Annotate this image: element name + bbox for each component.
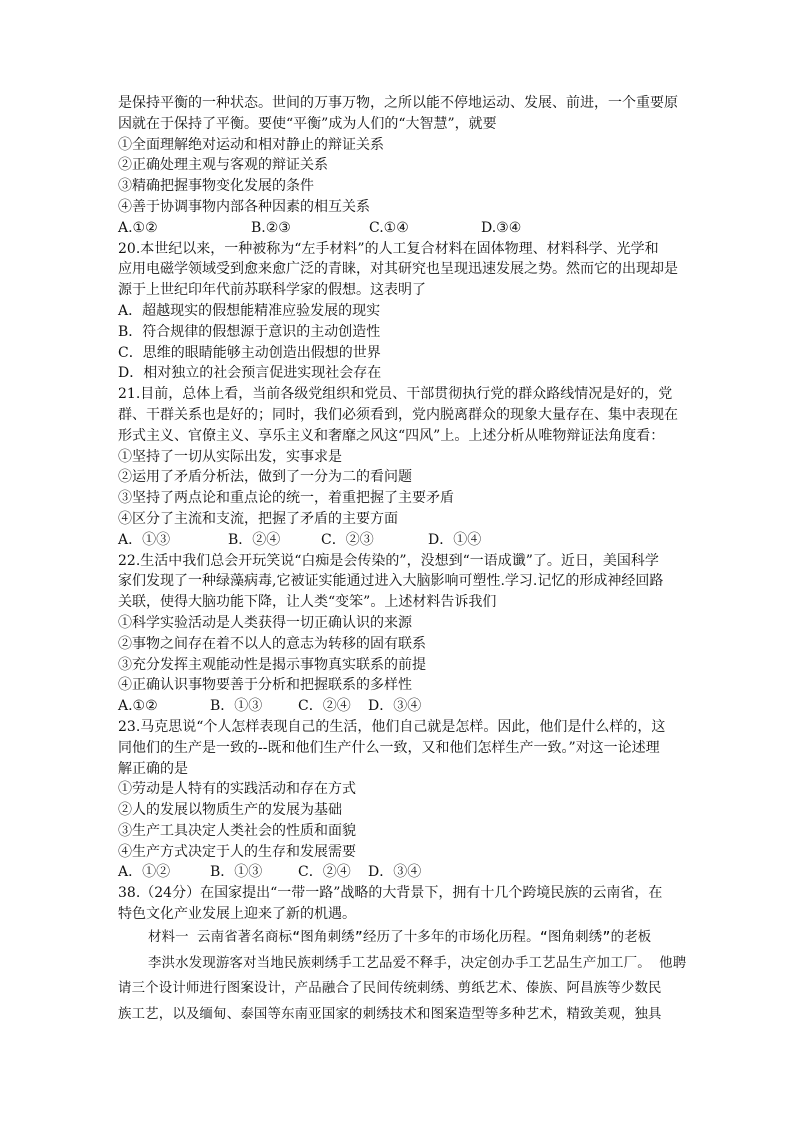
option-a: A.①② [118,219,158,236]
option-b: B．①③ [210,864,263,881]
statement-item: ④区分了主流和支流，把握了矛盾的主要方面 [118,510,398,527]
question-23-stem: 23.马克思说“个人怎样表现自己的生活，他们自己就是怎样。因此，他们是什么样的，这 [118,718,666,735]
statement-item: ③充分发挥主观能动性是揭示事物真实联系的前提 [118,656,426,673]
statement-item: ②事物之间存在着不以人的意志为转移的固有联系 [118,635,426,652]
question-22-stem: 关联，使得大脑功能下降，让人类“变笨”。上述材料告诉我们 [118,594,497,611]
question-20-stem: 20.本世纪以来，一种被称为“左手材料”的人工复合材料在固体物理、材料科学、光学和 [118,240,659,257]
option-d: D.③④ [481,219,522,236]
option-c: C．思维的眼睛能够主动创造出假想的世界 [118,344,381,361]
option-b: B．符合规律的假想源于意识的主动创造性 [118,323,381,340]
question-20-stem: 应用电磁学领域受到愈来愈广泛的青睐，对其研究也呈现迅速发展之势。然而它的出现却是 [118,261,678,278]
option-a: A．①③ [118,531,171,548]
question-21-stem: 群、干群关系也是好的；同时，我们必须看到，党内脱离群众的现象大量存在、集中表现在 [118,406,678,423]
option-b: B．①③ [210,698,263,715]
option-b: B．②④ [228,531,281,548]
statement-item: ①科学实验活动是人类获得一切正确认识的来源 [118,614,412,631]
statement-item: ③坚持了两点论和重点论的统一，着重把握了主要矛盾 [118,490,454,507]
question-21-stem: 形式主义、官僚主义、享乐主义和奢靡之风这“四风”上。上述分析从唯物辩证法角度看： [118,427,665,444]
answer-options [118,218,678,239]
question-22-stem: 22.生活中我们总会开玩笑说“白痴是会传染的”，没想到“一语成谶”了。近日，美国科学 [118,552,659,569]
answer-options [118,530,678,551]
material-line: 材料一 云南省著名商标“图角刺绣”经历了十多年的市场化历程。“图角刺绣”的老板 [148,930,652,945]
question-23-stem: 同他们的生产是一致的--既和他们生产什么一致，又和他们怎样生产一致。”对这一论述理 [118,739,660,756]
question-38-stem: 38.（24分）在国家提出“一带一路”战略的大背景下，拥有十几个跨境民族的云南省，在 [118,885,663,902]
option-c: C.①④ [369,219,409,236]
question-20-stem: 源于上世纪印年代前苏联科学家的假想。这表明了 [118,282,426,299]
material-line: 李洪水发现游客对当地民族刺绣手工艺品爱不释手，决定创办手工艺品生产加工厂。 他聘 [148,955,687,971]
statement-item: ④生产方式决定于人的生存和发展需要 [118,843,356,860]
question-23-stem: 解正确的是 [118,760,188,777]
intro-line: 因就在于保持了平衡。要使“平衡”成为人们的“大智慧”，就要 [118,115,497,132]
material-line: 族工艺，以及缅甸、泰国等东南亚国家的刺绣技术和图案造型等多种艺术，精致美观，独具 [118,1006,662,1022]
option-d: D．①④ [428,531,482,548]
option-a: A．①② [118,864,171,881]
statement-item: ④正确认识事物要善于分析和把握联系的多样性 [118,677,412,694]
option-b: B.②③ [251,219,291,236]
question-38-stem: 特色文化产业发展上迎来了新的机遇。 [118,906,356,923]
statement-item: ④善于协调事物内部各种因素的相互关系 [118,198,370,215]
statement-item: ②正确处理主观与客观的辩证关系 [118,157,328,174]
statement-item: ①劳动是人特有的实践活动和存在方式 [118,781,356,798]
question-22-stem: 家们发现了一种绿藻病毒,它被证实能通过进入大脑影响可塑性.学习.记忆的形成神经回路 [118,573,664,590]
statement-item: ①坚持了一切从实际出发，实事求是 [118,448,342,465]
option-d: D．③④ [368,698,422,715]
option-c: C．②④ [298,698,351,715]
option-d: D．相对独立的社会预言促进实现社会存在 [118,365,382,382]
question-21-stem: 21.目前，总体上看，当前各级党组织和党员、干部贯彻执行党的群众路线情况是好的，党 [118,386,673,403]
option-c: C．②③ [321,531,374,548]
material-line: 请三个设计师进行图案设计，产品融合了民间传统刺绣、剪纸艺术、傣族、阿昌族等少数民 [118,981,662,996]
intro-line: 是保持平衡的一种状态。世间的万事万物，之所以能不停地运动、发展、前进，一个重要原 [118,95,678,111]
statement-item: ②人的发展以物质生产的发展为基础 [118,802,342,819]
statement-item: ①全面理解绝对运动和相对静止的辩证关系 [118,136,384,153]
exam-page [118,93,678,925]
material-one [118,925,687,1027]
statement-item: ③生产工具决定人类社会的性质和面貌 [118,822,356,839]
option-a: A.①② [118,698,158,715]
option-d: D．③④ [368,864,422,881]
answer-options [118,862,678,883]
statement-item: ②运用了矛盾分析法，做到了一分为二的看问题 [118,469,412,486]
option-a: A．超越现实的假想能精准应验发展的现实 [118,302,381,319]
statement-item: ③精确把握事物变化发展的条件 [118,178,314,195]
option-c: C．②④ [298,864,351,881]
answer-options [118,696,678,717]
